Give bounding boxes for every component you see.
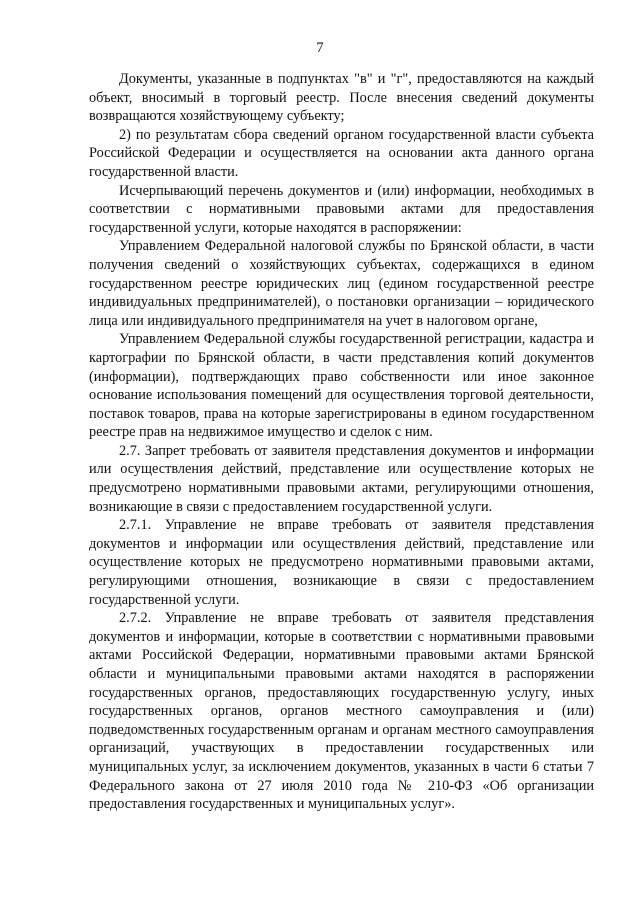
page-number: 7 (316, 40, 324, 56)
document-body (89, 70, 594, 814)
paragraph-exhaustive-list: Исчерпывающий перечень документов и (или) информации, необходимых в соответствии с нормативными правовыми актами для предоставления государственной услуги, которые находятся в распоряжении: (89, 182, 594, 236)
paragraph-section-2-7: 2.7. Запрет требовать от заявителя представления документов и информации или осуществления действий, представление или осуществление которых не предусмотрено нормативными правовыми актами, регулирующими отношения, возникающие в связи с предоставлением государственной услуги. (89, 442, 594, 515)
paragraph-section-2-7-2: 2.7.2. Управление не вправе требовать от заявителя представления документов и информации, которые в соответствии с нормативными правовыми актами Российской Федерации, нормативными правовыми актами Брянской области и муниципальными правовыми актами находятся в распоряжении государственных органов, предоставляющих государственную услугу, иных государственных органов, органов местного самоуправления и (или) подведомственных государственным органам и органам местного самоуправления организаций, участвующих в предоставлении государственных или муниципальных услуг, за исключением документов, указанных в части 6 статьи 7 Федерального закона от 27 июля 2010 года № 210-ФЗ «Об организации предоставления государственных и муниципальных услуг». (89, 610, 594, 813)
paragraph-documents-returned: Документы, указанные в подпунктах "в" и "г", предоставляются на каждый объект, вносимый в торговый реестр. После внесения сведений документы возвращаются хозяйствующему субъекту; (89, 71, 594, 125)
paragraph-item-2: 2) по результатам сбора сведений органом государственной власти субъекта Российской Федерации и осуществляется на основании акта данного органа государственной власти. (89, 126, 594, 180)
paragraph-section-2-7-1: 2.7.1. Управление не вправе требовать от заявителя представления документов и информации или осуществления действий, представление или осуществление которых не предусмотрено нормативными правовыми актами, регулирующими отношения, возникающие в связи с предоставлением государственной услуги. (89, 517, 594, 608)
paragraph-rosreestr: Управлением Федеральной службы государственной регистрации, кадастра и картографии по Брянской области, в части представления копий документов (информации), подтверждающих право собственности или иное законное основание использования помещений для осуществления торговой деятельности, поставок товаров, права на которые зарегистрированы в едином государственном реестре прав на недвижимое имущество и сделок с ним. (89, 331, 594, 441)
paragraph-tax-service: Управлением Федеральной налоговой службы по Брянской области, в части получения сведений о хозяйствующих субъектах, содержащихся в едином государственном реестре юридических лиц (едином государственной реестре индивидуальных предпринимателей), о постановки организации – юридического лица или индивидуального предпринимателя на учет в налоговом органе, (89, 238, 594, 329)
